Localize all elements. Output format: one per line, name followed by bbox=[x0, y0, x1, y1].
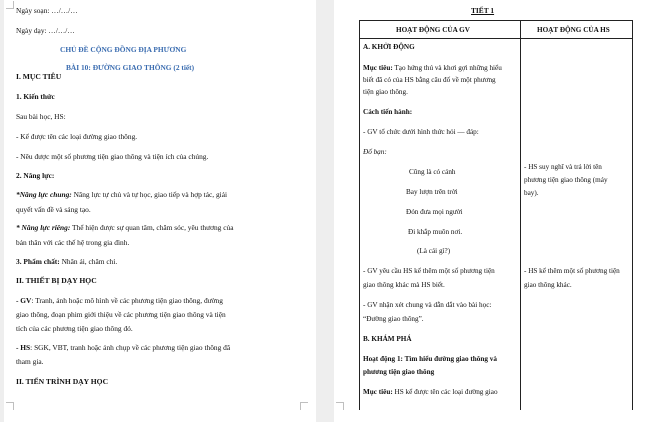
text-muc-tieu-1: Mục tiêu: Tạo hứng thú và khơi gợi những hiểu bbox=[363, 64, 502, 72]
text-hs-ke-1: - HS kể thêm một số phương tiện bbox=[524, 267, 620, 275]
poem-line: (Là cái gì?) bbox=[417, 247, 451, 255]
crop-mark bbox=[6, 402, 14, 410]
crop-mark bbox=[300, 402, 308, 410]
heading-kham-pha: B. KHÁM PHÁ bbox=[363, 335, 412, 343]
crop-mark bbox=[336, 402, 344, 410]
text-hs-2: tham gia. bbox=[16, 357, 44, 366]
poem-line: Bay lượn trên trời bbox=[406, 188, 458, 196]
section-tien-trinh: II. TIẾN TRÌNH DẠY HỌC bbox=[16, 377, 109, 386]
text-hs-suy-nghi-3: bay). bbox=[524, 189, 539, 197]
section-thiet-bi: II. THIẾT BỊ DẠY HỌC bbox=[16, 276, 97, 285]
table-border-top bbox=[359, 20, 633, 21]
text-sau-bai: Sau bài học, HS: bbox=[16, 112, 66, 121]
text-hs-suy-nghi-1: - HS suy nghĩ và trả lời tên bbox=[524, 163, 602, 171]
tiet-title: TIẾT 1 bbox=[471, 6, 495, 15]
text-hs-ke-2: giao thông khác. bbox=[524, 281, 572, 289]
poem-line: Đi khắp muôn nơi. bbox=[408, 228, 463, 236]
text-muc-tieu-hd1: Mục tiêu: HS kể được tên các loại đường giao bbox=[363, 388, 498, 396]
text-muc-tieu-2: biết đã có của HS bằng câu đố về một phương bbox=[363, 76, 496, 84]
text-gv-1: - GV: Tranh, ảnh hoặc mô hình về các phương tiện giao thông, đường bbox=[16, 296, 223, 305]
table-header-divider bbox=[359, 38, 633, 39]
right-page bbox=[334, 0, 650, 422]
text-hs-suy-nghi-2: phương tiện giao thông (máy bbox=[524, 176, 608, 184]
heading-hoat-dong-1-2: phương tiện giao thông bbox=[363, 368, 435, 376]
heading-hoat-dong-1: Hoạt động 1: Tìm hiểu đường giao thông và bbox=[363, 355, 497, 363]
text-neu: - Nêu được một số phương tiện giao thông và tiện ích của chúng. bbox=[16, 152, 209, 161]
heading-kien-thuc: 1. Kiến thức bbox=[16, 92, 55, 101]
ngay-day: Ngày dạy: …/…/… bbox=[16, 26, 75, 35]
text-nang-luc-rieng: * Năng lực riêng: Thể hiện được sự quan tâm, chăm sóc, yêu thương của bbox=[16, 223, 234, 232]
text-hs-1: - HS: SGK, VBT, tranh hoặc ảnh chụp về các phương tiện giao thông đã bbox=[16, 343, 231, 352]
text-do-ban: Đố bạn: bbox=[363, 148, 387, 156]
heading-khoi-dong: A. KHỞI ĐỘNG bbox=[363, 43, 415, 51]
poem-line: Đón đưa mọi người bbox=[406, 208, 463, 216]
heading-cach-tien-hanh: Cách tiến hành: bbox=[363, 108, 413, 116]
text-ke: - Kể được tên các loại đường giao thông. bbox=[16, 132, 138, 141]
text-muc-tieu-3: tiện giao thông. bbox=[363, 88, 408, 96]
ngay-soan: Ngày soạn: …/…/… bbox=[16, 6, 78, 15]
text-nang-luc-rieng-2: bản thân với các thế hệ trong gia đình. bbox=[16, 238, 130, 247]
table-column-divider bbox=[520, 20, 521, 410]
heading-nang-luc: 2. Năng lực: bbox=[16, 171, 55, 180]
text-gv-3: tích của các phương tiện giao thông đó. bbox=[16, 324, 133, 333]
text-gv-to-chuc: - GV tổ chức dưới hình thức hỏi — đáp: bbox=[363, 128, 479, 136]
text-gv-yeu-cau-1: - GV yêu cầu HS kể thêm một số phương tiện bbox=[363, 267, 495, 275]
text-gv-nhan-xet-1: - GV nhận xét chung và dẫn dắt vào bài học: bbox=[363, 301, 492, 309]
text-nang-luc-chung-2: quyết vấn đề và sáng tạo. bbox=[16, 205, 91, 214]
section-muc-tieu: I. MỤC TIÊU bbox=[16, 72, 62, 81]
column-header-hs: HOẠT ĐỘNG CỦA HS bbox=[537, 26, 610, 34]
poem-line: Cũng là có cánh bbox=[409, 168, 456, 176]
text-gv-2: giao thông, đoạn phim giới thiệu về các phương tiện giao thông và tiện bbox=[16, 310, 226, 319]
left-page bbox=[4, 0, 316, 422]
lesson-title: BÀI 10: ĐƯỜNG GIAO THÔNG (2 tiết) bbox=[66, 63, 195, 72]
table-border-right bbox=[632, 20, 633, 410]
table-border-left bbox=[359, 20, 360, 410]
column-header-gv: HOẠT ĐỘNG CỦA GV bbox=[396, 26, 470, 34]
text-pham-chat: 3. Phẩm chất: Nhân ái, chăm chỉ. bbox=[16, 257, 118, 266]
topic-title: CHỦ ĐỀ CỘNG ĐỒNG ĐỊA PHƯƠNG bbox=[60, 45, 187, 54]
crop-mark bbox=[6, 1, 14, 9]
text-nang-luc-chung: *Năng lực chung: Năng lực tự chủ và tự học, giao tiếp và hợp tác, giải bbox=[16, 190, 228, 199]
text-gv-nhan-xet-2: “Đường giao thông”. bbox=[363, 315, 424, 323]
text-gv-yeu-cau-2: giao thông khác mà HS biết. bbox=[363, 281, 445, 289]
